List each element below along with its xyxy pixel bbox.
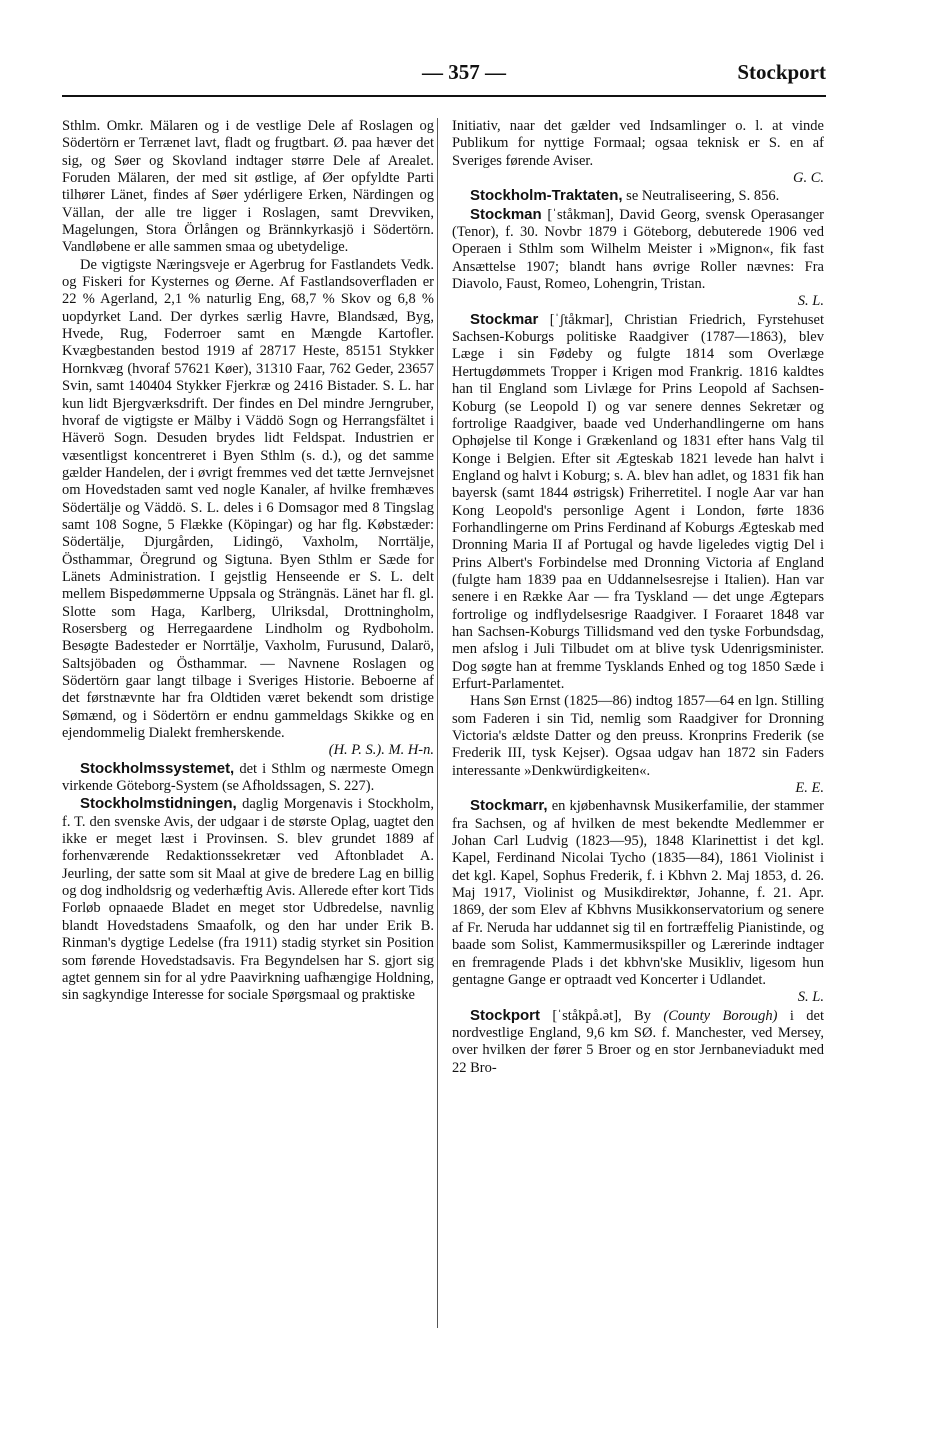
entry-stockmar <box>452 311 824 694</box>
entry-stockman <box>452 206 824 294</box>
entry-text: i det nordvestlige England, 9,6 km SØ. f. Manchester, ved Mersey, over hvilken der fører 5 Broer og en stor Jernbaneviadukt med 22 Bro- <box>452 1007 825 1076</box>
entry-stockmarr <box>452 797 824 989</box>
entry-headword: Stockholmstidningen, <box>80 795 237 813</box>
entry-text: daglig Morgenavis i Stockholm, f. T. den svenske Avis, der udgaar i de største Oplag, uagtet den ikke er meget læst i Provinsen. S. blev grundet 1889 af forhenværende Redaktionssekretær ved Aftonbladet A. Jeurling, der satte som sit Maal at give de bredere Lag en billig og dog indholdsrig og vederhæftig Avis. Allerede efter kort Tids Forløb opnaaede Bladet en meget stor Udbredelse, navnlig blandt Hovedstadens Smaafolk, og den har under Erik B. Rinman's dygtige Ledelse (fra 1911) stadig styrket sin Position som førende Hovedstadsavis. Fra Begyndelsen har S. gjort sig agtet gennem sin for al ydre Paavirkning uafhængige Holdning, sin sagkyndige Interesse for sociale Spørgsmaal og praktiske <box>62 796 434 1004</box>
signature: (H. P. S.). M. H-n. <box>328 742 434 759</box>
page-number: — 357 — <box>422 60 506 84</box>
signature: S. L. <box>797 293 824 310</box>
right-column <box>452 118 824 1077</box>
header-rule <box>62 95 826 97</box>
entry-headword: Stockholm-Traktaten, <box>470 187 623 205</box>
entry-pronunciation: [ˈståkpå.ət], By <box>552 1007 651 1024</box>
entry-stockport <box>452 1007 824 1077</box>
entry-text: [ˈʃtåkmar], Christian Friedrich, Fyrstehuset Sachsen-Koburgs politiske Raadgiver (1787—1863), blev Læge i sin Fødeby og fulgte 1814 som Overlæge Hertugdømmets Tropper i Krigen mod Frankrig. 1816 kaldtes han til England som Livlæge for Prins Leopold af Sachsen-Koburg (se Leopold I) og var senere dennes Sekretær og fortrolige Raadgiver, baade ved Underhandlingerne om hans Ophøjelse til Konge i Grækenland og 1831 efter hans Valg til Konge i Belgien. Efter sit Ægteskab 1821 levede han halvt i England og halvt i Koburg; s. A. blev han adlet, og 1831 fik han bayersk (samt 1844 østrigsk) Friherretitel. I nogle Aar var han Kong Leopold's personlige Agent i London, førte 1836 Forhandlingerne om Prins Ferdinand af Koburgs Ægteskab med Dronning Maria II af Portugal og havde ligeledes vigtig Del i Prins Albert's Forbindelse med Dronning Victoria af England (fulgte ham 1839 paa en Uddannelsesrejse i Italien). Han var senere i en Række Aar — fra Tyskland — det unge Ægtepars fortrolige og indflydelsesrige Raadgiver. I Foraaret 1848 var han Sachsen-Koburgs Tillidsmand ved den tyske Forbundsdag, men afslog i Juli Tilbudet om at blive tysk Udenrigsminister. Dog søgte han at fremme Tysklands Enhed og tog 1850 Sæde i Erfurt-Parlamentet. <box>452 311 824 692</box>
signature: G. C. <box>792 170 824 187</box>
entry-text: en kjøbenhavnsk Musikerfamilie, der stammer fra Sachsen, og af hvilken de mest bekendte Medlemmer er Johan Carl Ludvig (1823—95), 1848 Klarinettist i det kgl. Kapel, Ferdinand Nicolai Tycho (1835—84), 1861 Violinist i det kgl. Kapel, Sophus Frederik, f. i Kbhvn 2. Maj 1853, d. 26. Maj 1917, Violinist og Musikdirektør, Johanne, f. 21. Apr. 1869, der som Elev af Kbhvns Musikkonservatorium og senere af Fr. Neruda har uddannet sig til en fortræffelig Pianistinde, og baade som Solist, Kammermusikspiller og Lærerinde indtager en fremragende Plads i det kbhvn'ske Musikliv, ligesom hun gentagne Gange er optraadt ved Koncerter i Udlandet. <box>452 798 824 988</box>
signature: S. L. <box>797 989 824 1006</box>
entry-headword: Stockman <box>470 205 542 223</box>
left-column <box>62 118 434 1005</box>
entry-stockholmstidningen <box>62 795 434 1004</box>
entry-italic-note: (County Borough) <box>663 1007 778 1024</box>
entry-headword: Stockmar <box>470 310 539 328</box>
entry-headword: Stockholmssystemet, <box>80 759 235 777</box>
entry-stockmar-ernst: Hans Søn Ernst (1825—86) indtog 1857—64 en lgn. Stilling som Faderen i sin Tid, nemlig som Raadgiver for Dronning Victoria's ældste Datter og den preuss. Kronprins Frederik (se Frederik III, tysk Kejser). Ogsaa udgav han 1872 sin Faders interessante »Denkwürdigkeiten«. <box>452 693 824 779</box>
paragraph-economy: De vigtigste Næringsveje er Agerbrug for Fastlandets Vedk. og Fiskeri for Kysternes og Øerne. Af Fastlandsoverfladen er 22 % Agerland, 2,1 % naturlig Eng, 68,7 % Skov og 6,8 % uopdyrket Land. Der dyrkes særlig Havre, Blandsæd, Byg, Hvede, Rug, Foderroer samt en Mængde Kartofler. Kvægbestanden bestod 1919 af 28717 Heste, 85151 Stykker Hornkvæg (hvoraf 57621 Køer), 31310 Faar, 762 Geder, 23657 Svin, samt 140404 Stykker Fjerkræ og 2416 Bistader. S. L. har kun lidt Bjergværksdrift. Der findes en Del mindre Jerngruber, hvoraf de vigtigste er Mälby i Väddö Sogn og Herrangsfältet i Häverö Sogn. Desuden brydes lidt Feldspat. Industrien er væsentligst koncentreret i Byen Sthlm (s. d.), og det samme gælder Handelen, der i øvrigt fremmes ved det tætte Jernvejsnet om Hovedstaden samt ved nogle Kanaler, af hvilke fremhæves Södertälje og Väddö. S. L. deles i 6 Domsagor med 8 Tingslag samt 108 Sogne, 5 Flække (Köpingar) og har flg. Købstæder: Södertälje, Djurgården, Lidingö, Vaxholm, Norrtälje, Östhammar, Öregrund og Sigtuna. Byen Sthlm er Sæde for Länets Administration. I gejstlig Henseende er S. L. delt mellem Bispedømmerne Uppsala og Strängnäs. Länet har fl. gl. Slotte som Haga, Karlberg, Ulriksdal, Drottningholm, Rosersberg og Herregaardene Lindholm og Rydboholm. Besøgte Badesteder er Norrtälje, Vaxholm, Furusund, Dalarö, Saltsjöbaden og Östhammar. — Navnene Roslagen og Södertörn gaar langt tilbage i Sveriges Historie. Beboerne af det førstnævnte har fra Oldtiden været bekendt som dristige Sømænd, og i Södertörn er endnu gammeldags Skikke og en ejendommelig Dialekt fremherskende. <box>62 256 434 742</box>
entry-stockholm-traktaten <box>452 187 824 205</box>
paragraph-continuation: Initiativ, naar det gælder ved Indsamlinger o. l. at vinde Publikum for nyttige Formaal; ogsaa teknisk er S. en af Sveriges førende Aviser. <box>452 118 824 169</box>
entry-text: [ˈståkman], David Georg, svensk Operasanger (Tenor), f. 30. Novbr 1879 i Göteborg, debuterede 1906 ved Operaen i Sthlm som Wilhelm Meister i »Mignon«, fik fast Ansættelse 1907; blandt hans øvrige Roller nævnes: Fra Diavolo, Faust, Romeo, Lohengrin, Tristan. <box>452 206 825 293</box>
entry-headword: Stockmarr, <box>470 797 548 815</box>
entry-headword: Stockport <box>470 1006 541 1024</box>
entry-stockholmssystemet <box>62 760 434 796</box>
paragraph-geography: Sthlm. Omkr. Mälaren og i de vestlige Dele af Roslagen og Södertörn er Terrænet lavt, fladt og frugtbart. Ø. paa hæver det sig, og Søer og Skovland indtager større Dele af Arealet. Foruden Mälaren, der med sit østlige, af Øer opfyldte Parti tilhører Länet, findes af Søer ydérligere Erken, Närdingen og Vällan, der alle tre ligger i Roslagen, samt Drevviken, Magelungen, Stora Örlången og Brännkyrkasjö i Södertörn. Vandløbene er alle sammen smaa og ubetydelige. <box>62 118 434 256</box>
signature: E. E. <box>795 780 824 797</box>
page-header <box>62 60 826 92</box>
running-head: Stockport <box>737 60 826 84</box>
entry-text: det i Sthlm og nærmeste Omegn virkende Göteborg-System (se Afholdssagen, S. 227). <box>62 760 435 795</box>
column-divider <box>437 118 438 1328</box>
entry-text: se Neutraliseering, S. 856. <box>626 188 780 205</box>
